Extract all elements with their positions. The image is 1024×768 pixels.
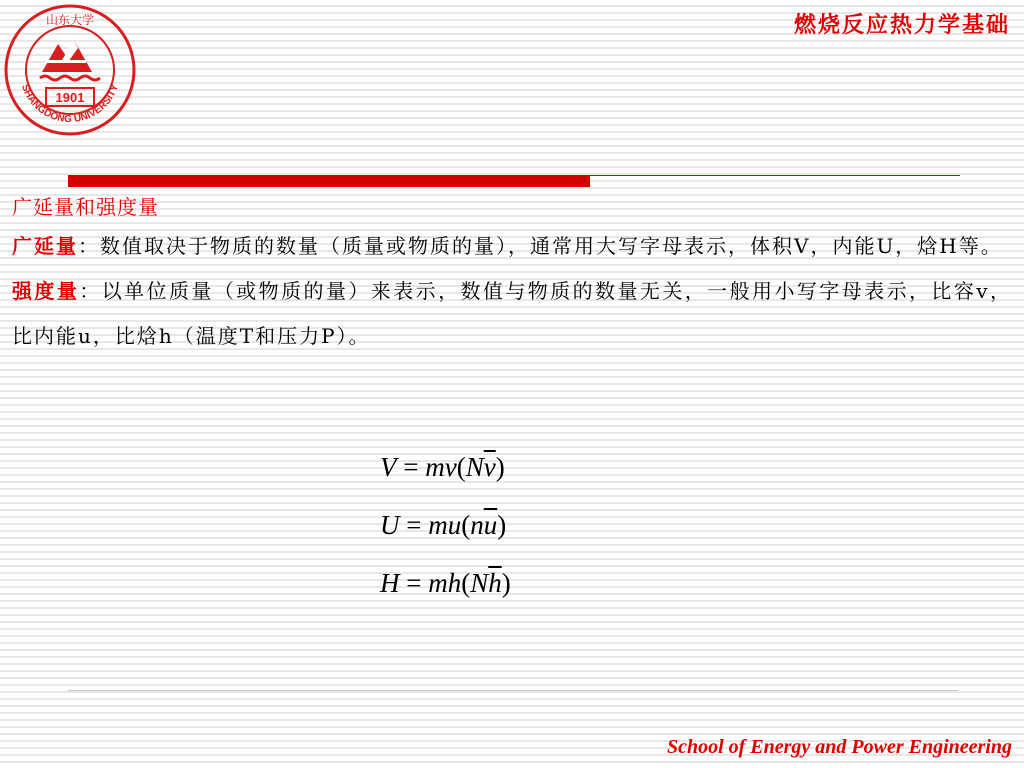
- slide-body: [12, 190, 1012, 359]
- footer-divider: [68, 690, 958, 691]
- svg-text:SHANGDONG UNIVERSITY: SHANGDONG UNIVERSITY: [18, 83, 122, 126]
- header-divider-line: [590, 175, 960, 176]
- section-heading: 广延量和强度量: [12, 195, 159, 219]
- university-logo: [2, 2, 138, 138]
- svg-text:1901: 1901: [55, 90, 85, 105]
- formula-enthalpy: $H = mh(N\overline{h})$: [380, 568, 511, 598]
- extensive-definition: [12, 224, 1012, 269]
- header-divider-bar: [68, 175, 590, 187]
- svg-text:山东大学: 山东大学: [45, 13, 95, 27]
- extensive-text: ：数值取决于物质的数量（质量或物质的量），通常用大写字母表示，体积V，内能U，焓H等。: [78, 234, 1003, 258]
- intensive-term: 强度量: [12, 279, 80, 303]
- intensive-definition: [12, 269, 1012, 359]
- school-name: School of Energy and Power Engineering: [666, 736, 1012, 758]
- extensive-term: 广延量: [12, 234, 78, 258]
- formula-internal-energy: $U = mu(n\overline{u})$: [380, 510, 507, 540]
- course-title: 燃烧反应热力学基础: [793, 12, 1010, 38]
- university-seal-icon: [2, 2, 138, 138]
- formula-volume: $V = mv(N\overline{v})$: [380, 452, 505, 482]
- intensive-text: ：以单位质量（或物质的量）来表示，数值与物质的数量无关，一般用小写字母表示，比容v，比内能u，比焓h（温度T和压力P）。: [12, 279, 1012, 348]
